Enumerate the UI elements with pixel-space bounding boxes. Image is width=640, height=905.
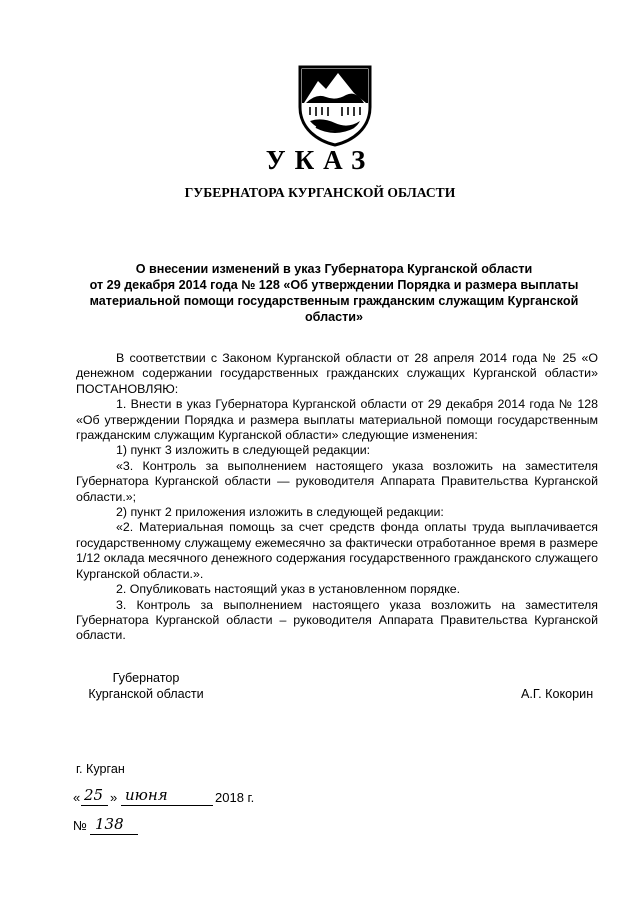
day-underline [81, 805, 108, 806]
number-value: 138 [95, 815, 124, 833]
signatory-title-line: Курганской области [88, 687, 204, 701]
body-paragraph: 3. Контроль за выполнением настоящего указа возложить на заместителя Губернатора Курганской области – руководителя Аппарата Правительства Курганской области. [76, 597, 598, 643]
heading-line: материальной помощи государственным гражданским служащим Курганской [89, 294, 579, 308]
document-type-title: УКАЗ [265, 145, 375, 175]
number-label: № [73, 818, 87, 833]
issue-date [73, 786, 273, 810]
issue-city: г. Курган [76, 762, 125, 776]
body-paragraph: «2. Материальная помощь за счет средств фонда оплаты труда выплачивается государственному служащему ежемесячно за фактически отработанное время в размере 1/12 оклада месячного денежного содержания государственного гражданского служащего Курганской области.». [76, 520, 598, 581]
signatory-title [76, 670, 216, 702]
body-paragraph: 1) пункт 3 изложить в следующей редакции: [116, 443, 371, 458]
number-underline [90, 834, 138, 835]
date-year: 2018 г. [215, 790, 255, 805]
issuing-authority: ГУБЕРНАТОРА КУРГАНСКОЙ ОБЛАСТИ [184, 185, 456, 200]
body-paragraph: 2. Опубликовать настоящий указ в установленном порядке. [116, 582, 461, 597]
decree-heading [78, 261, 590, 325]
body-paragraph: В соответствии с Законом Курганской области от 28 апреля 2014 года № 25 «О денежном содержании государственных гражданских служащих Курганской области» ПОСТАНОВЛЯЮ: [76, 351, 598, 396]
heading-line: О внесении изменений в указ Губернатора Курганской области [135, 262, 533, 276]
body-paragraph: 2) пункт 2 приложения изложить в следующей редакции: [116, 505, 444, 520]
month-underline [121, 805, 213, 806]
body-paragraph: 1. Внести в указ Губернатора Курганской области от 29 декабря 2014 года № 128 «Об утверждении Порядка и размера выплаты материальной помощи государственным гражданским служащим Курганской области» следующие изменения: [76, 397, 598, 443]
signatory-name: А.Г. Кокорин [521, 687, 594, 701]
coat-of-arms-emblem [296, 63, 374, 147]
signatory-title-line: Губернатор [112, 671, 180, 685]
decree-number [73, 815, 173, 840]
date-day: 25 [84, 786, 104, 804]
heading-line: области» [304, 310, 364, 324]
decree-body [76, 351, 598, 644]
body-paragraph: «3. Контроль за выполнением настоящего указа возложить на заместителя Губернатора Курганской области — руководителя Аппарата Правительства Курганской области.»; [76, 458, 598, 504]
date-close-quote: » [110, 790, 118, 805]
heading-line: от 29 декабря 2014 года № 128 «Об утверждении Порядка и размера выплаты [89, 278, 579, 292]
date-month: июня [125, 786, 168, 804]
date-open-quote: « [73, 790, 81, 805]
